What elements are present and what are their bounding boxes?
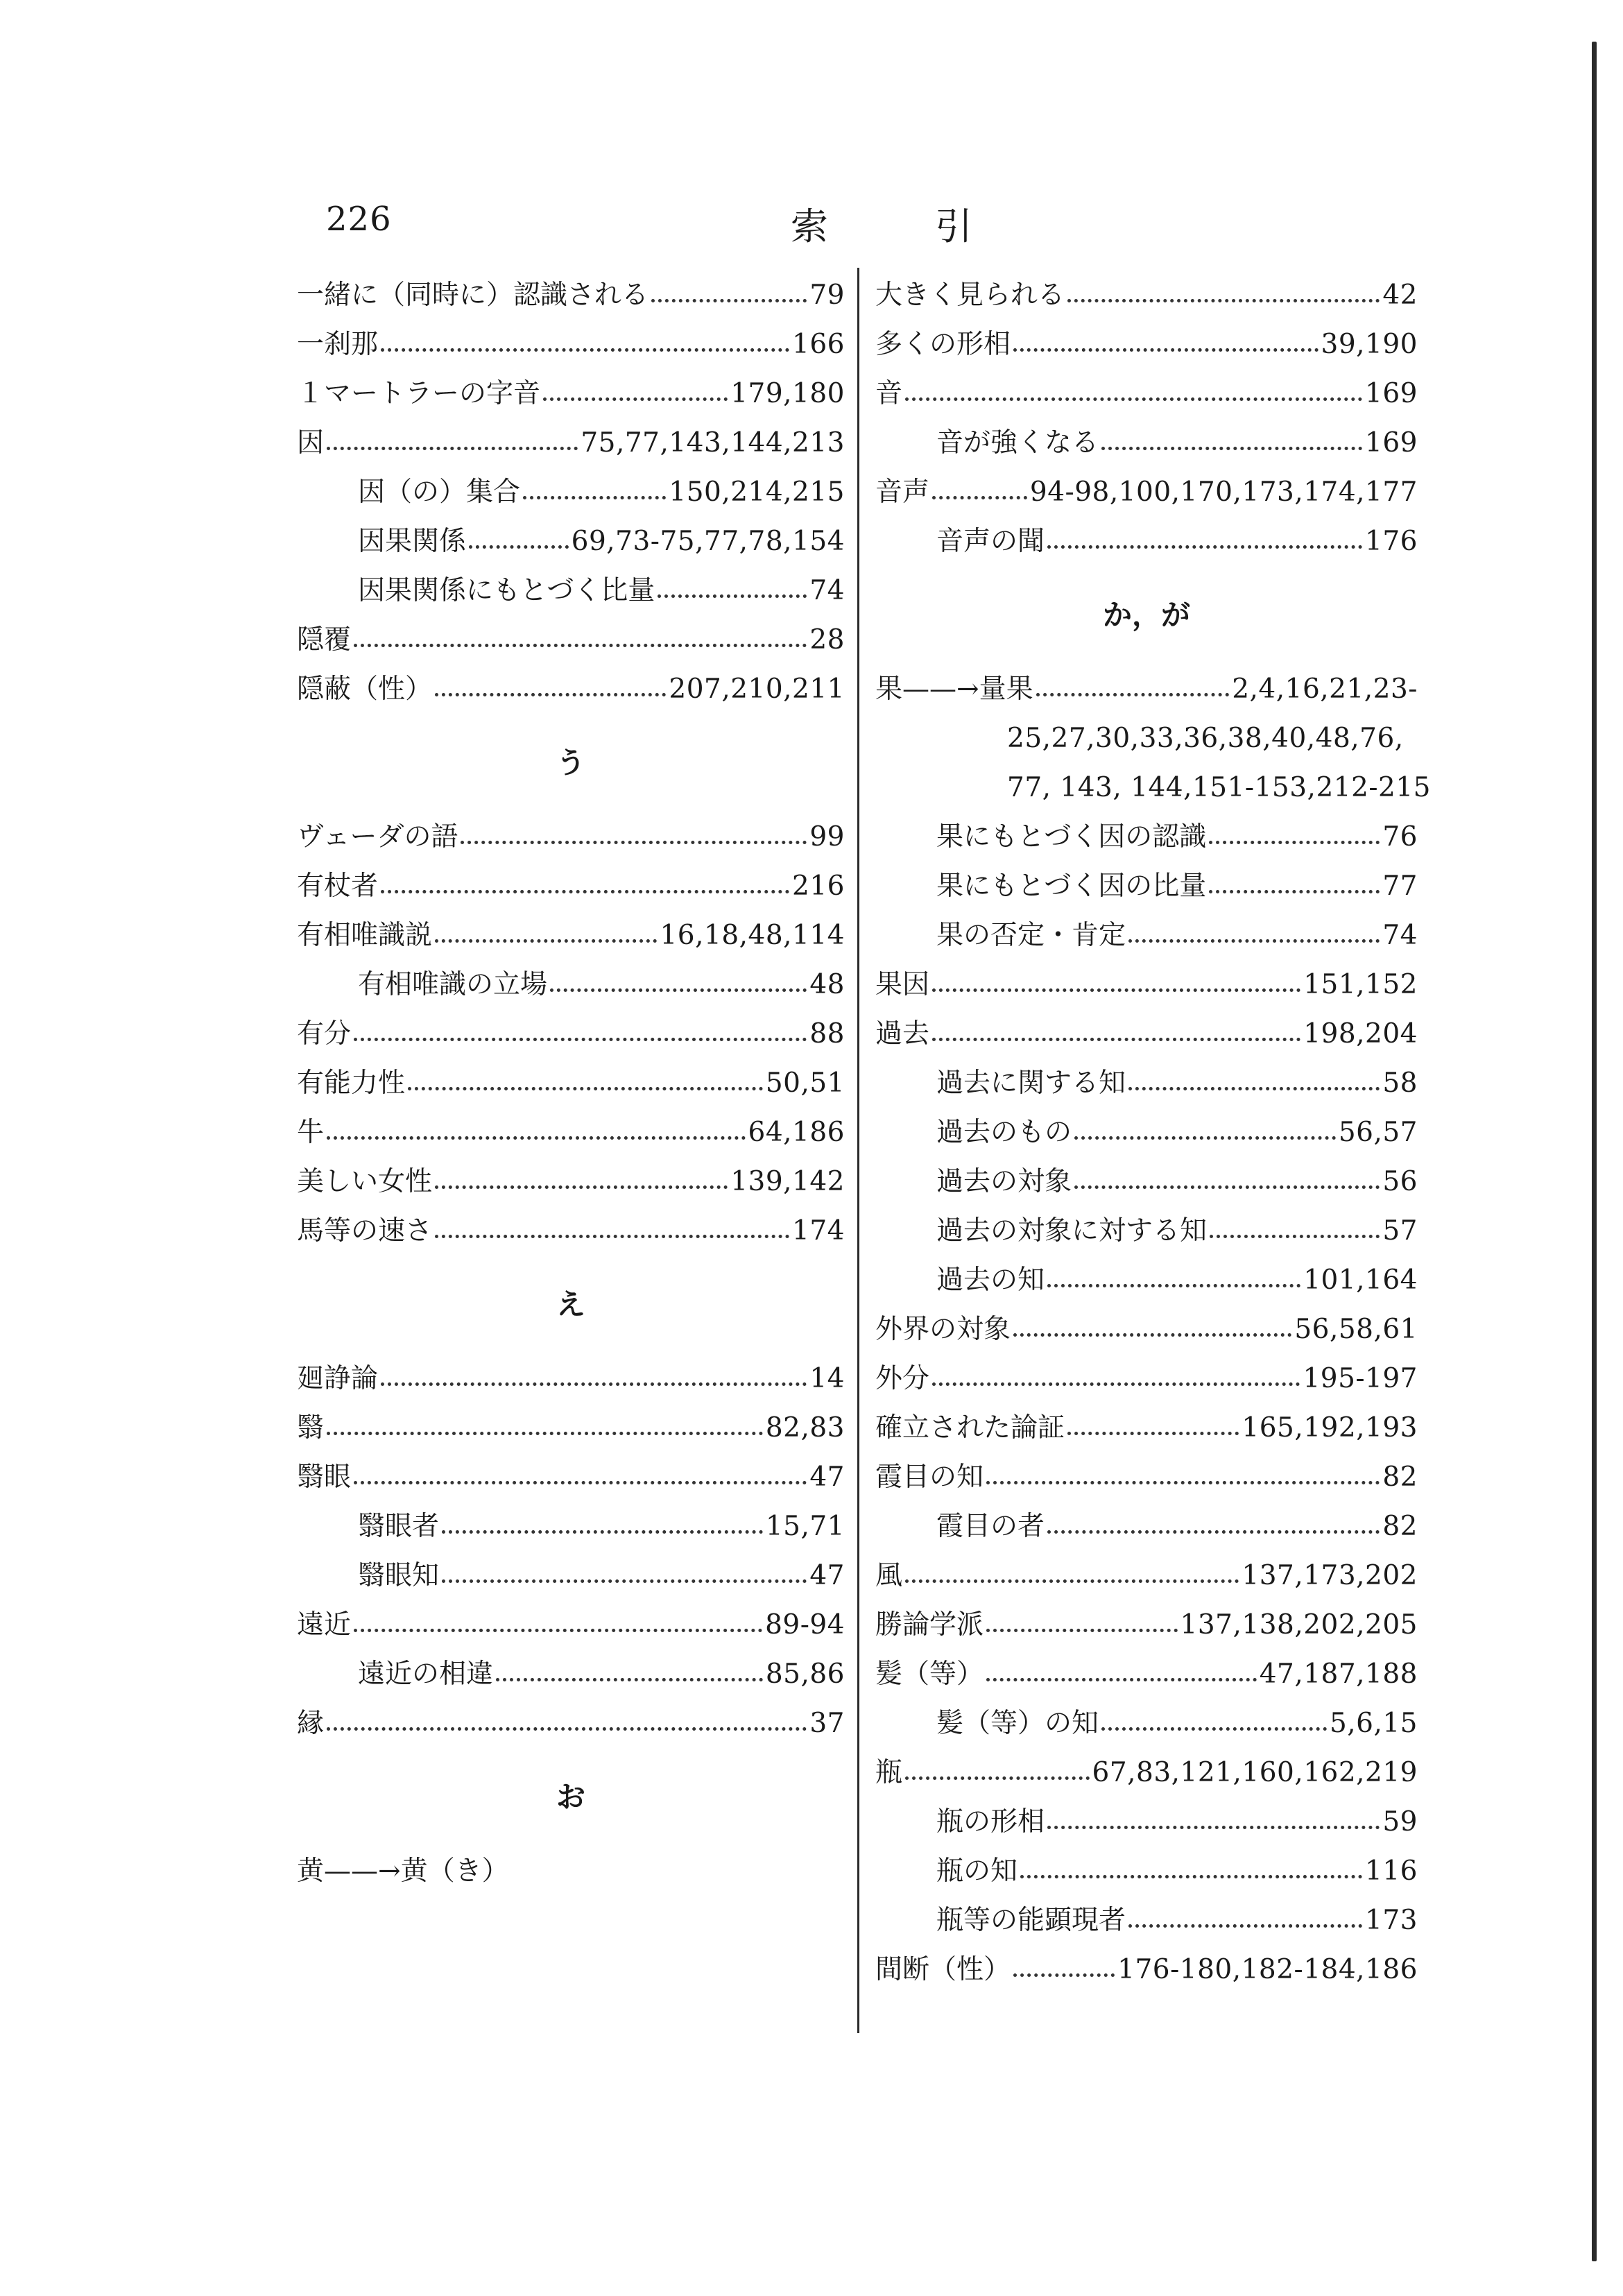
dot-leader	[986, 1481, 1380, 1484]
page-title: 索 引	[791, 205, 1007, 248]
entry-pages: 139,142	[730, 1166, 845, 1197]
entry-pages: 25,27,30,33,36,38,40,48,76,	[1007, 723, 1404, 754]
entry-pages: 47,187,188	[1259, 1659, 1418, 1690]
entry-pages: 47	[809, 1560, 845, 1591]
index-entry	[875, 1108, 1418, 1157]
entry-pages: 59	[1382, 1806, 1418, 1837]
entry-term: 大きく見られる	[875, 280, 1065, 311]
entry-pages: 28	[809, 624, 845, 656]
entry-term: 過去の対象に対する知	[936, 1215, 1208, 1246]
entry-term: 霞目の者	[936, 1511, 1045, 1542]
dot-leader	[1067, 1432, 1239, 1435]
entry-term: 瓶の形相	[936, 1806, 1045, 1837]
dot-leader	[461, 841, 807, 844]
entry-term: 翳眼知	[358, 1560, 440, 1591]
entry-pages: 75,77,143,144,213	[581, 427, 845, 459]
dot-leader	[932, 988, 1300, 992]
entry-pages: 137,138,202,205	[1180, 1609, 1418, 1640]
entry-term: 風	[875, 1560, 903, 1591]
entry-pages: 137,173,202	[1242, 1560, 1418, 1591]
index-entry	[297, 1551, 845, 1600]
entry-term: 音声の聞	[936, 526, 1045, 557]
entry-pages: 76	[1382, 821, 1418, 853]
section-heading: か，が	[1102, 598, 1190, 632]
entry-pages: 195-197	[1303, 1363, 1418, 1394]
index-entry	[875, 1847, 1418, 1896]
dot-leader	[354, 1481, 807, 1484]
entry-term: 果因	[875, 969, 930, 1000]
entry-term: 遠近	[297, 1609, 352, 1640]
entry-term: 翳眼	[297, 1462, 352, 1493]
dot-leader	[905, 397, 1362, 401]
index-entry	[297, 320, 845, 369]
dot-leader	[1047, 1826, 1380, 1829]
index-entry	[875, 369, 1418, 418]
dot-leader	[1101, 1727, 1327, 1731]
entry-pages: 99	[809, 821, 845, 853]
dot-leader	[1101, 447, 1362, 450]
index-entry	[297, 369, 845, 418]
index-entry	[297, 960, 845, 1009]
dot-leader	[1209, 841, 1380, 844]
dot-leader	[469, 545, 569, 549]
index-column-left	[297, 271, 845, 1896]
entry-pages: 94-98,100,170,173,174,177	[1029, 477, 1418, 508]
index-entry	[875, 960, 1418, 1009]
entry-term: 有分	[297, 1018, 352, 1050]
index-entry	[875, 1502, 1418, 1551]
dot-leader	[1074, 1136, 1336, 1140]
index-entry	[875, 1797, 1418, 1847]
entry-pages: 150,214,215	[669, 477, 845, 508]
index-entry-continuation	[875, 763, 1431, 812]
entry-term: 隠覆	[297, 624, 352, 656]
index-entry-continuation	[875, 714, 1418, 763]
dot-leader	[550, 988, 807, 992]
entry-pages: 166	[792, 329, 845, 360]
page-number: 226	[326, 200, 392, 239]
entry-pages: 176-180,182-184,186	[1117, 1954, 1418, 1985]
index-entry	[875, 1256, 1418, 1305]
index-entry	[297, 1059, 845, 1108]
dot-leader	[435, 693, 666, 696]
entry-term: 縁	[297, 1708, 325, 1739]
index-entry	[875, 468, 1418, 517]
entry-pages: 5,6,15	[1329, 1708, 1418, 1739]
dot-leader	[905, 1776, 1089, 1780]
index-entry	[875, 1354, 1418, 1403]
dot-leader	[354, 1629, 762, 1632]
entry-pages: 82,83	[765, 1412, 845, 1443]
entry-term: 因（の）集合	[358, 477, 521, 508]
index-entry	[297, 517, 845, 566]
entry-pages: 77, 143, 144,151-153,212-215	[1007, 772, 1431, 803]
index-entry	[875, 1650, 1418, 1699]
entry-pages: 37	[809, 1708, 845, 1739]
dot-leader	[1074, 1185, 1380, 1189]
entry-term: 瓶の知	[936, 1856, 1018, 1887]
entry-pages: 176	[1365, 526, 1418, 557]
dot-leader	[1067, 299, 1380, 302]
index-entry	[297, 1847, 845, 1896]
dot-leader	[658, 594, 807, 598]
index-entry	[297, 1699, 845, 1748]
index-entry	[875, 1453, 1418, 1502]
entry-pages: 169	[1365, 427, 1418, 459]
dot-leader	[354, 644, 807, 647]
entry-pages: 56,57	[1338, 1117, 1418, 1148]
dot-leader	[1036, 693, 1230, 696]
dot-leader	[1210, 1235, 1380, 1238]
entry-term: 霞目の知	[875, 1462, 984, 1493]
dot-leader	[1047, 545, 1362, 549]
index-entry	[297, 911, 845, 960]
index-entry	[875, 1600, 1418, 1650]
entry-pages: 169	[1365, 378, 1418, 409]
entry-pages: 88	[809, 1018, 845, 1050]
index-entry	[875, 1059, 1418, 1108]
dot-leader	[381, 1382, 807, 1386]
dot-leader	[986, 1629, 1178, 1632]
dot-leader	[1013, 1333, 1291, 1337]
dot-leader	[354, 1038, 807, 1041]
entry-term: 瓶	[875, 1757, 903, 1788]
dot-leader	[1013, 1973, 1115, 1977]
entry-pages: 74	[809, 575, 845, 606]
dot-leader	[435, 1185, 728, 1189]
index-entry	[297, 1502, 845, 1551]
dot-leader	[496, 1678, 763, 1681]
entry-pages: 42	[1382, 280, 1418, 311]
dot-leader	[1013, 348, 1319, 352]
entry-term: 遠近の相違	[358, 1659, 494, 1690]
index-entry	[875, 911, 1418, 960]
entry-term: 有相唯識説	[297, 920, 433, 951]
entry-pages: 79	[809, 280, 845, 311]
index-entry	[875, 271, 1418, 320]
dot-leader	[381, 348, 789, 352]
entry-pages: 207,210,211	[669, 674, 845, 705]
index-entry	[875, 1157, 1418, 1206]
index-entry	[297, 1403, 845, 1453]
entry-pages: 69,73-75,77,78,154	[571, 526, 845, 557]
index-entry	[297, 1354, 845, 1403]
dot-leader	[1020, 1875, 1362, 1878]
entry-term: 果の否定・肯定	[936, 920, 1126, 951]
entry-pages: 64,186	[748, 1117, 845, 1148]
entry-term: 外分	[875, 1363, 930, 1394]
entry-term: 過去	[875, 1018, 930, 1050]
entry-pages: 82	[1382, 1462, 1418, 1493]
entry-pages: 15,71	[765, 1511, 845, 1542]
dot-leader	[905, 1579, 1239, 1583]
section-heading: え	[556, 1287, 585, 1321]
index-entry	[297, 812, 845, 862]
entry-pages: 16,18,48,114	[660, 920, 845, 951]
dot-leader	[523, 496, 666, 499]
dot-leader	[1047, 1284, 1300, 1287]
section-heading: お	[556, 1780, 585, 1814]
index-entry	[875, 1305, 1418, 1354]
dot-leader	[1047, 1530, 1380, 1534]
entry-pages: 58	[1382, 1068, 1418, 1099]
index-entry	[875, 1403, 1418, 1453]
entry-pages: 39,190	[1321, 329, 1418, 360]
dot-leader	[327, 1727, 807, 1731]
index-entry	[297, 271, 845, 320]
dot-leader	[442, 1530, 763, 1534]
entry-pages: 116	[1365, 1856, 1418, 1887]
dot-leader	[327, 1136, 746, 1140]
entry-term: 美しい女性	[297, 1166, 433, 1197]
entry-term: 有能力性	[297, 1068, 406, 1099]
entry-pages: 198,204	[1303, 1018, 1418, 1050]
dot-leader	[986, 1678, 1257, 1681]
index-entry	[297, 1650, 845, 1699]
index-entry	[297, 1600, 845, 1650]
dot-leader	[932, 1038, 1300, 1041]
entry-term: 廻諍論	[297, 1363, 379, 1394]
entry-term: 勝論学派	[875, 1609, 984, 1640]
index-entry	[875, 1896, 1418, 1945]
entry-term: 瓶等の能顕現者	[936, 1905, 1126, 1936]
entry-pages: 85,86	[765, 1659, 845, 1690]
entry-term: 髪（等）	[875, 1659, 984, 1690]
index-entry	[875, 1699, 1418, 1748]
entry-pages: 89-94	[765, 1609, 845, 1640]
index-entry	[875, 1551, 1418, 1600]
index-entry	[875, 862, 1418, 911]
entry-term: 翳	[297, 1412, 325, 1443]
entry-pages: 57	[1382, 1215, 1418, 1246]
entry-pages: 216	[792, 871, 845, 902]
index-entry	[297, 1206, 845, 1256]
entry-term: 翳眼者	[358, 1511, 440, 1542]
entry-term: 確立された論証	[875, 1412, 1065, 1443]
index-entry	[875, 1945, 1418, 1994]
index-entry	[297, 468, 845, 517]
index-entry	[297, 1009, 845, 1059]
dot-leader	[327, 1432, 763, 1435]
index-entry	[297, 615, 845, 665]
entry-term: １マートラーの字音	[297, 378, 541, 409]
index-entry	[297, 1157, 845, 1206]
column-divider	[857, 268, 859, 2033]
entry-term: 果にもとづく因の認識	[936, 821, 1207, 853]
entry-term: 隠蔽（性）	[297, 674, 433, 705]
entry-pages: 82	[1382, 1511, 1418, 1542]
index-entry	[875, 812, 1418, 862]
dot-leader	[932, 496, 1027, 499]
dot-leader	[435, 939, 657, 943]
entry-term: 黄——→黄（き）	[297, 1856, 509, 1887]
index-entry	[875, 418, 1418, 468]
entry-term: 因果関係にもとづく比量	[358, 575, 655, 606]
dot-leader	[327, 447, 578, 450]
dot-leader	[1128, 939, 1380, 943]
entry-term: 外界の対象	[875, 1314, 1011, 1345]
entry-pages: 173	[1365, 1905, 1418, 1936]
entry-pages: 165,192,193	[1242, 1412, 1418, 1443]
dot-leader	[1128, 1924, 1362, 1928]
index-entry	[875, 320, 1418, 369]
entry-term: ヴェーダの語	[297, 821, 458, 853]
entry-term: 有杖者	[297, 871, 379, 902]
dot-leader	[651, 299, 807, 302]
index-entry	[875, 665, 1418, 714]
entry-term: 音声	[875, 477, 930, 508]
index-entry	[875, 1009, 1418, 1059]
entry-pages: 74	[1382, 920, 1418, 951]
entry-pages: 2,4,16,21,23-	[1232, 674, 1418, 705]
index-entry	[875, 1748, 1418, 1797]
entry-pages: 151,152	[1303, 969, 1418, 1000]
index-entry	[297, 665, 845, 714]
entry-term: 有相唯識の立場	[358, 969, 548, 1000]
dot-leader	[1209, 890, 1380, 893]
index-entry	[297, 566, 845, 615]
dot-leader	[381, 890, 789, 893]
entry-term: 過去のもの	[936, 1117, 1072, 1148]
entry-pages: 179,180	[730, 378, 845, 409]
dot-leader	[543, 397, 728, 401]
index-entry	[875, 1206, 1418, 1256]
entry-term: 一緒に（同時に）認識される	[297, 280, 649, 311]
entry-pages: 56,58,61	[1294, 1314, 1418, 1345]
dot-leader	[1128, 1087, 1380, 1090]
entry-term: 牛	[297, 1117, 325, 1148]
entry-pages: 50,51	[765, 1068, 845, 1099]
entry-term: 因	[297, 427, 325, 459]
dot-leader	[442, 1579, 807, 1583]
index-entry	[297, 1108, 845, 1157]
entry-term: 一刹那	[297, 329, 379, 360]
entry-term: 因果関係	[358, 526, 467, 557]
entry-pages: 47	[809, 1462, 845, 1493]
entry-term: 果——→量果	[875, 674, 1033, 705]
entry-term: 音	[875, 378, 903, 409]
entry-pages: 174	[792, 1215, 845, 1246]
entry-term: 過去の対象	[936, 1166, 1072, 1197]
entry-term: 間断（性）	[875, 1954, 1011, 1985]
entry-term: 多くの形相	[875, 329, 1011, 360]
dot-leader	[435, 1235, 789, 1238]
index-column-right	[875, 271, 1431, 1994]
dot-leader	[408, 1087, 763, 1090]
index-entry	[297, 1453, 845, 1502]
entry-pages: 48	[809, 969, 845, 1000]
index-entry	[875, 517, 1418, 566]
entry-pages: 67,83,121,160,162,219	[1092, 1757, 1418, 1788]
section-heading: う	[556, 746, 585, 780]
entry-pages: 56	[1382, 1166, 1418, 1197]
page-edge-shadow	[1592, 42, 1597, 2261]
index-entry	[297, 418, 845, 468]
entry-pages: 14	[809, 1363, 845, 1394]
entry-term: 馬等の速さ	[297, 1215, 433, 1246]
entry-term: 髪（等）の知	[936, 1708, 1099, 1739]
entry-term: 過去に関する知	[936, 1068, 1126, 1099]
entry-term: 果にもとづく因の比量	[936, 871, 1207, 902]
entry-pages: 101,164	[1303, 1265, 1418, 1296]
entry-term: 音が強くなる	[936, 427, 1099, 459]
entry-term: 過去の知	[936, 1265, 1045, 1296]
dot-leader	[932, 1382, 1300, 1386]
entry-pages: 77	[1382, 871, 1418, 902]
index-entry	[297, 862, 845, 911]
